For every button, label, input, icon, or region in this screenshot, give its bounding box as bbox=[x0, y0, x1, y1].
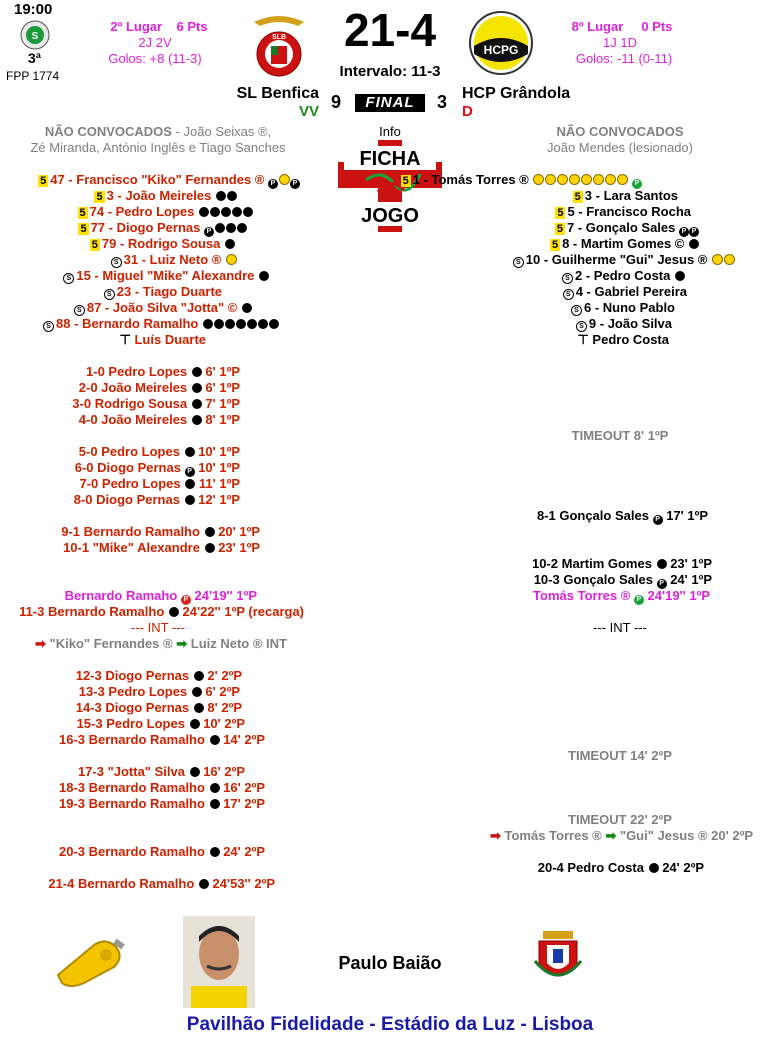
home-player: 5 47 - Francisco "Kiko" Fernandes ® P P bbox=[38, 172, 300, 189]
svg-text:HCPG: HCPG bbox=[483, 43, 519, 57]
goal-event: 1-0 Pedro Lopes 6' 1ºP bbox=[86, 364, 240, 379]
goal-event: 15-3 Pedro Lopes 10' 2ºP bbox=[76, 716, 245, 731]
penalty-event: Bernardo Ramaho P 24'19'' 1ºP bbox=[64, 588, 257, 603]
goal-event: 14-3 Diogo Pernas 8' 2ºP bbox=[75, 700, 242, 715]
away-fouls: 3 bbox=[437, 92, 448, 112]
away-player: S 6 - Nuno Pablo bbox=[571, 300, 675, 316]
home-coach: ⊤ Luís Duarte bbox=[119, 332, 206, 347]
goal-event: 8-1 Gonçalo Sales P 17' 1ºP bbox=[536, 508, 708, 523]
goal-event: 5-0 Pedro Lopes 10' 1ºP bbox=[78, 444, 240, 459]
game-id: FPP 1774 bbox=[6, 69, 60, 83]
away-not-called: NÃO CONVOCADOS bbox=[556, 124, 684, 139]
goal-event: 9-1 Bernardo Ramalho 20' 1ºP bbox=[61, 524, 260, 539]
away-goals: Golos: -11 (0-11) bbox=[575, 51, 673, 66]
goal-event: 10-3 Gonçalo Sales P 24' 1ºP bbox=[533, 572, 712, 587]
whistle-icon bbox=[54, 935, 126, 987]
goal-event: 2-0 João Meireles 6' 1ºP bbox=[78, 380, 240, 395]
home-fouls: 9 bbox=[331, 92, 342, 112]
svg-text:JOGO: JOGO bbox=[361, 205, 419, 227]
away-coach: ⊤ Pedro Costa bbox=[577, 332, 669, 347]
goal-event: 16-3 Bernardo Ramalho 14' 2ºP bbox=[59, 732, 265, 747]
goal-event: 10-2 Martim Gomes 23' 1ºP bbox=[532, 556, 712, 571]
away-player: S 2 - Pedro Costa bbox=[562, 268, 685, 284]
benfica-logo-icon bbox=[246, 8, 312, 80]
away-record: 1J 1D bbox=[603, 35, 637, 50]
away-player: 5 3 - Lara Santos bbox=[574, 188, 678, 203]
goal-event: 21-4 Bernardo Ramalho 24'53'' 2ºP bbox=[48, 876, 275, 891]
venue: Pavilhão Fidelidade - Estádio da Luz - Lisboa bbox=[186, 1014, 594, 1035]
home-player: S 88 - Bernardo Ramalho bbox=[43, 316, 279, 332]
home-not-called-2: Zé Miranda, António Inglês e Tiago Sanches bbox=[30, 140, 286, 155]
home-standing: 2º Lugar 6 Pts bbox=[110, 19, 208, 34]
goal-event: 11-3 Bernardo Ramalho 24'22'' 1ºP (recarga) bbox=[19, 604, 304, 619]
away-player: 5 5 - Francisco Rocha bbox=[557, 204, 691, 219]
goal-event: 19-3 Bernardo Ramalho 17' 2ºP bbox=[59, 796, 265, 811]
home-player: 5 74 - Pedro Lopes bbox=[78, 204, 254, 220]
goal-event: 3-0 Rodrigo Sousa 7' 1ºP bbox=[72, 396, 240, 411]
timeout-event: TIMEOUT 22' 2ºP bbox=[568, 812, 672, 827]
timeout-event: TIMEOUT 14' 2ºP bbox=[568, 748, 672, 763]
home-not-called: NÃO CONVOCADOS - João Seixas ®, bbox=[44, 124, 272, 139]
away-player: S 4 - Gabriel Pereira bbox=[563, 284, 687, 300]
home-player: 5 77 - Diogo Pernas P bbox=[78, 220, 247, 237]
svg-text:FICHA: FICHA bbox=[359, 148, 421, 170]
hcpg-logo-icon bbox=[468, 10, 534, 76]
timeout-event: TIMEOUT 8' 1ºP bbox=[571, 428, 669, 443]
referee-name: Paulo Baião bbox=[338, 953, 442, 973]
penalty-event: Tomás Torres ® P 24'19'' 1ºP bbox=[533, 588, 710, 603]
away-player: 5 1 - Tomás Torres ® P bbox=[401, 172, 642, 189]
referee-photo bbox=[183, 916, 255, 1008]
round-number: 3ª bbox=[28, 50, 41, 66]
interval-marker: --- INT --- bbox=[593, 620, 647, 635]
goal-event: 8-0 Diogo Pernas 12' 1ºP bbox=[73, 492, 240, 507]
info-link[interactable]: Info bbox=[379, 124, 401, 139]
association-crest-icon bbox=[533, 925, 583, 989]
away-player: S 9 - João Silva bbox=[576, 316, 672, 332]
away-player: 5 8 - Martim Gomes © bbox=[550, 236, 699, 252]
interval-marker: --- INT --- bbox=[131, 620, 185, 635]
home-goals: Golos: +8 (11-3) bbox=[108, 51, 202, 66]
away-player: S 10 - Guilherme "Gui" Jesus ® bbox=[513, 252, 735, 268]
substitution-event: ➡ Tomás Torres ® ➡ "Gui" Jesus ® 20' 2ºP bbox=[489, 828, 753, 843]
final-badge: FINAL bbox=[355, 94, 425, 112]
goal-event: 17-3 "Jotta" Silva 16' 2ºP bbox=[77, 764, 245, 779]
goal-event: 20-4 Pedro Costa 24' 2ºP bbox=[537, 860, 704, 875]
home-player: S 87 - João Silva "Jotta" © bbox=[74, 300, 252, 316]
home-player: 5 3 - João Meireles bbox=[94, 188, 237, 204]
svg-text:SLB: SLB bbox=[272, 34, 286, 41]
goal-event: 12-3 Diogo Pernas 2' 2ºP bbox=[75, 668, 242, 683]
away-form: D bbox=[462, 103, 473, 120]
substitution-event: ➡ "Kiko" Fernandes ® ➡ Luiz Neto ® INT bbox=[35, 636, 287, 651]
home-player: S 15 - Miguel "Mike" Alexandre bbox=[63, 268, 269, 284]
halftime-score: Intervalo: 11-3 bbox=[339, 63, 441, 80]
away-not-called-2: João Mendes (lesionado) bbox=[547, 140, 693, 155]
away-standing: 8º Lugar 0 Pts bbox=[571, 19, 673, 34]
goal-event: 7-0 Pedro Lopes 11' 1ºP bbox=[79, 476, 240, 491]
home-player: S 23 - Tiago Duarte bbox=[104, 284, 222, 300]
goal-event: 4-0 João Meireles 8' 1ºP bbox=[78, 412, 240, 427]
league-logo-icon bbox=[20, 20, 50, 50]
goal-event: 20-3 Bernardo Ramalho 24' 2ºP bbox=[59, 844, 265, 859]
goal-event: 18-3 Bernardo Ramalho 16' 2ºP bbox=[59, 780, 265, 795]
svg-text:S: S bbox=[31, 31, 39, 42]
away-team-name: HCP Grândola bbox=[462, 85, 571, 102]
goal-event: 6-0 Diogo Pernas P 10' 1ºP bbox=[74, 460, 240, 475]
goal-event: 13-3 Pedro Lopes 6' 2ºP bbox=[78, 684, 240, 699]
final-score: 21-4 bbox=[343, 4, 437, 56]
home-form: VV bbox=[298, 103, 319, 120]
home-player: 5 79 - Rodrigo Sousa bbox=[90, 236, 235, 252]
match-time: 19:00 bbox=[14, 1, 53, 18]
away-player: 5 7 - Gonçalo Sales P P bbox=[555, 220, 699, 237]
goal-event: 10-1 "Mike" Alexandre 23' 1ºP bbox=[63, 540, 260, 555]
home-team-name: SL Benfica bbox=[236, 85, 319, 102]
home-player: S 31 - Luiz Neto ® bbox=[111, 252, 237, 268]
home-record: 2J 2V bbox=[138, 35, 172, 50]
